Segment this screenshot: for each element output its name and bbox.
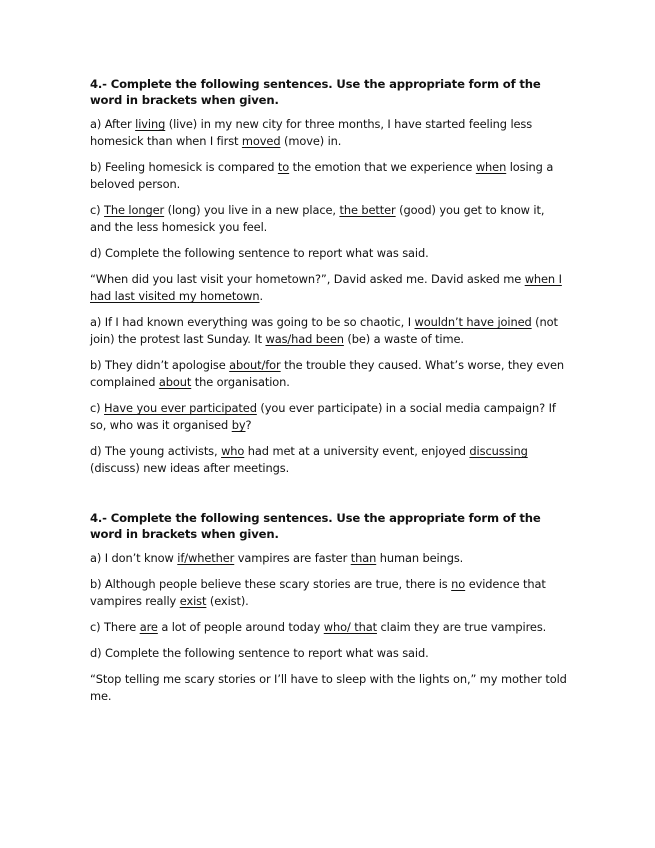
worksheet-page <box>90 76 568 714</box>
sentence-text: “When did you last visit your hometown?”, David asked me. David asked me <box>90 272 525 286</box>
sentence-text: had met at a university event, enjoyed <box>244 444 470 458</box>
sentence-text: d) Complete the following sentence to report what was said. <box>90 646 429 660</box>
exercise-heading: 4.- Complete the following sentences. Use the appropriate form of the word in brackets when given. <box>90 77 541 107</box>
sentence-text: the trouble they caused. What’s worse, they even complained <box>90 358 565 389</box>
answer-underlined: exist <box>179 594 207 608</box>
answer-underlined: if/whether <box>177 551 235 565</box>
answer-underlined: about/for <box>229 358 281 372</box>
sentence-text: a) After <box>90 117 136 131</box>
sentence-text: the organisation. <box>191 375 290 389</box>
sentence-text: a) I don’t know <box>90 551 178 565</box>
sentence-text: c) <box>90 203 105 217</box>
answer-underlined: wouldn’t have joined <box>414 315 532 329</box>
answer-underlined: when <box>475 160 507 174</box>
exercise-item <box>90 400 568 434</box>
answer-underlined: living <box>135 117 166 131</box>
answer-underlined: than <box>350 551 377 565</box>
exercise-section-1 <box>90 76 568 477</box>
sentence-text: “Stop telling me scary stories or I’ll have to sleep with the lights on,” my mother told me. <box>90 672 567 703</box>
exercise-item <box>90 550 568 567</box>
exercise-item <box>90 576 568 610</box>
sentence-text: c) <box>90 401 105 415</box>
sentence-text: losing a beloved person. <box>90 160 554 191</box>
sentence-text: (discuss) new ideas after meetings. <box>90 461 290 475</box>
sentence-text: c) There <box>90 620 140 634</box>
answer-underlined: who <box>221 444 245 458</box>
answer-underlined: The longer <box>104 203 165 217</box>
exercise-item <box>90 271 568 305</box>
sentence-text: (be) a waste of time. <box>343 332 464 346</box>
exercise-heading: 4.- Complete the following sentences. Use the appropriate form of the word in brackets when given. <box>90 511 541 541</box>
answer-underlined: are <box>139 620 158 634</box>
sentence-text: evidence that vampires really <box>90 577 546 608</box>
sentence-text: (good) you get to know it, and the less homesick you feel. <box>90 203 545 234</box>
answer-underlined: discussing <box>469 444 528 458</box>
sentence-text: (long) you live in a new place, <box>164 203 340 217</box>
exercise-item <box>90 357 568 391</box>
sentence-text: (not join) the protest last Sunday. It <box>90 315 558 346</box>
sentence-text: claim they are true vampires. <box>376 620 547 634</box>
section-spacer <box>90 486 568 510</box>
answer-underlined: moved <box>241 134 281 148</box>
answer-underlined: about <box>158 375 192 389</box>
answer-underlined: Have you ever participated <box>104 401 257 415</box>
sentence-text: b) Feeling homesick is compared <box>90 160 278 174</box>
exercise-item <box>90 619 568 636</box>
sentence-text: the emotion that we experience <box>289 160 476 174</box>
sentence-text: (live) in my new city for three months, I have started feeling less homesick than when I first <box>90 117 533 148</box>
sentence-text: (exist). <box>206 594 249 608</box>
sentence-text: d) Complete the following sentence to report what was said. <box>90 246 429 260</box>
sentence-text: . <box>259 289 263 303</box>
sentence-text: ? <box>245 418 252 432</box>
answer-underlined: to <box>277 160 290 174</box>
answer-underlined: was/had been <box>265 332 344 346</box>
sentence-text: a lot of people around today <box>157 620 324 634</box>
answer-underlined: no <box>451 577 466 591</box>
answer-underlined: when I had last visited my hometown <box>90 272 562 303</box>
sentence-text: b) They didn’t apologise <box>90 358 230 372</box>
sentence-text: a) If I had known everything was going to be so chaotic, I <box>90 315 415 329</box>
answer-underlined: the better <box>339 203 396 217</box>
sentence-text: (you ever participate) in a social media campaign? If so, who was it organised <box>90 401 556 432</box>
exercise-item <box>90 116 568 150</box>
exercise-item <box>90 671 568 705</box>
exercise-item <box>90 202 568 236</box>
sentence-text: (move) in. <box>280 134 342 148</box>
sentence-text: vampires are faster <box>234 551 351 565</box>
exercise-item <box>90 645 568 662</box>
answer-underlined: by <box>231 418 246 432</box>
exercise-item <box>90 443 568 477</box>
exercise-item <box>90 314 568 348</box>
sentence-text: d) The young activists, <box>90 444 222 458</box>
sentence-text: human beings. <box>376 551 464 565</box>
answer-underlined: who/ that <box>323 620 377 634</box>
sentence-text: b) Although people believe these scary stories are true, there is <box>90 577 452 591</box>
exercise-item <box>90 245 568 262</box>
exercise-item <box>90 159 568 193</box>
exercise-section-2 <box>90 510 568 705</box>
